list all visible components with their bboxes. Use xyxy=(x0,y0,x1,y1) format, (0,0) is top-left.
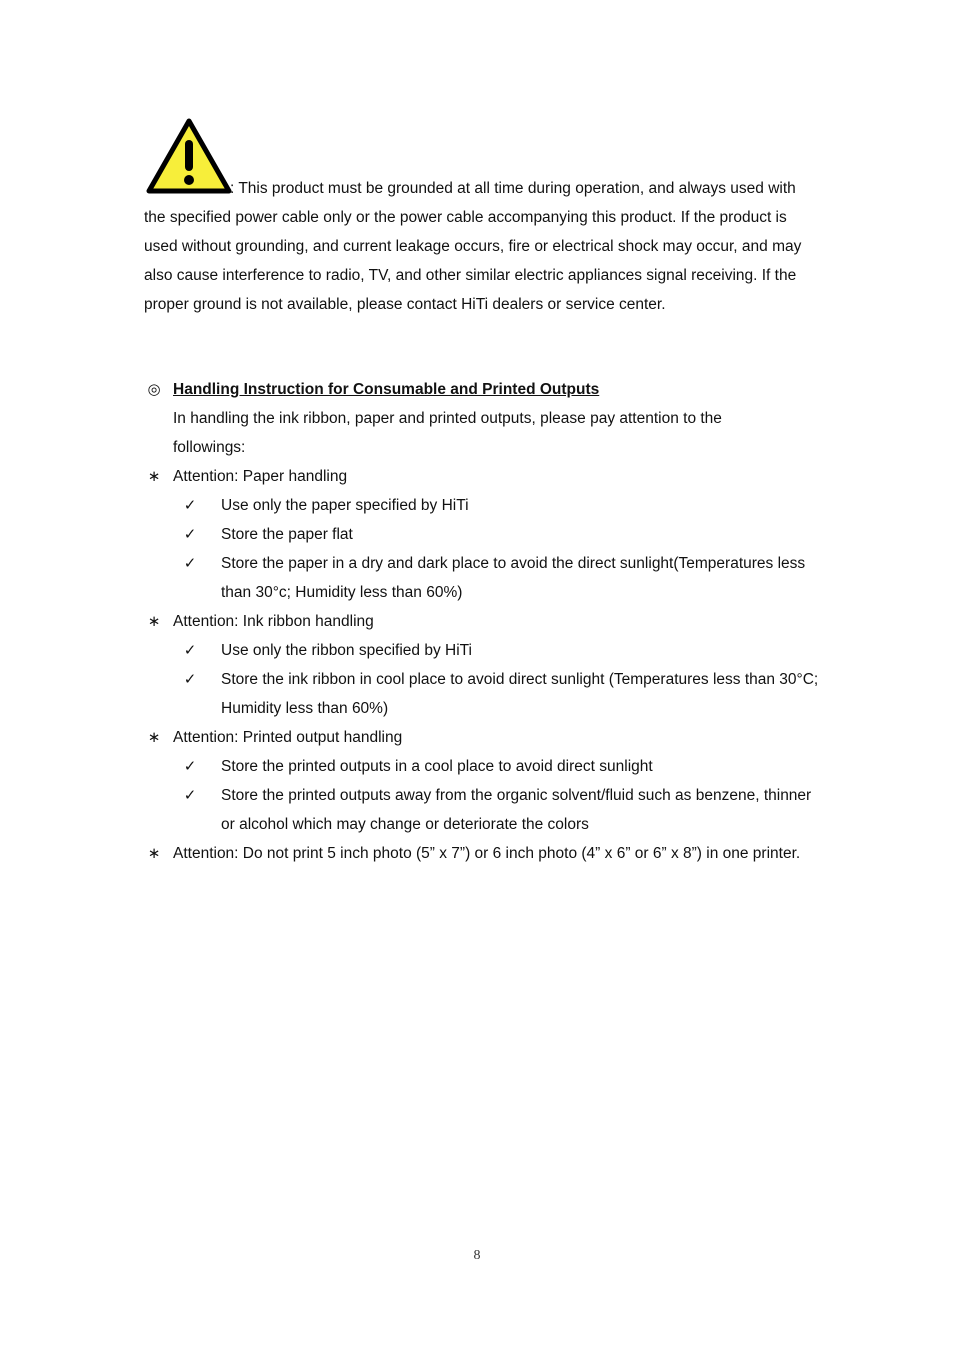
handling-section xyxy=(144,375,824,897)
asterisk-icon: ∗ xyxy=(147,844,161,862)
attention-output-title: ∗ Attention: Printed output handling xyxy=(144,723,824,752)
grounding-warning xyxy=(144,118,814,319)
page-number: 8 xyxy=(473,1248,481,1263)
asterisk-icon: ∗ xyxy=(147,612,161,630)
attention-paper-title: ∗ Attention: Paper handling xyxy=(144,462,824,491)
attention-photo-size: ∗ Attention: Do not print 5 inch photo (5” x 7”) or 6 inch photo (4” x 6” or 6” x 8”) in one printer. xyxy=(144,839,824,897)
intro-line: followings: xyxy=(173,439,246,456)
check-icon: ✓ xyxy=(183,496,197,514)
list-item: ✓ Store the printed outputs away from the organic solvent/fluid such as benzene, thinner or alcohol which may change or deteriorate the colors xyxy=(144,781,824,839)
check-icon: ✓ xyxy=(183,554,197,572)
intro-line: In handling the ink ribbon, paper and printed outputs, please pay attention to the xyxy=(173,410,722,427)
section-title: Handling Instruction for Consumable and Printed Outputs xyxy=(173,381,600,398)
list-item: ✓ Store the ink ribbon in cool place to avoid direct sunlight (Temperatures less than 30°C; Humidity less than 60%) xyxy=(144,665,824,723)
check-icon: ✓ xyxy=(183,525,197,543)
asterisk-icon: ∗ xyxy=(147,467,161,485)
attention-ribbon-title: ∗ Attention: Ink ribbon handling xyxy=(144,607,824,636)
list-item: ✓ Store the printed outputs in a cool place to avoid direct sunlight xyxy=(144,752,824,781)
list-item: ✓ Store the paper in a dry and dark place to avoid the direct sunlight(Temperatures less than 30°c; Humidity less than 60%) xyxy=(144,549,824,607)
check-icon: ✓ xyxy=(183,757,197,775)
list-item: ✓ Use only the paper specified by HiTi xyxy=(144,491,824,520)
section-heading-row xyxy=(144,375,824,404)
list-item: ✓ Store the paper flat xyxy=(144,520,824,549)
asterisk-icon: ∗ xyxy=(147,728,161,746)
section-marker: ◎ xyxy=(147,380,161,398)
warning-text: : This product must be grounded at all time during operation, and always used with the specified power cable only or the power cable accompanying this product. If the product is used without grounding, and current leakage occurs, fire or electrical shock may occur, and may also cause interference to radio, TV, and other similar electric appliances signal receiving. If the proper ground is not available, please contact HiTi dealers or service center. xyxy=(144,180,802,313)
check-icon: ✓ xyxy=(183,670,197,688)
list-item: ✓ Use only the ribbon specified by HiTi xyxy=(144,636,824,665)
check-icon: ✓ xyxy=(183,786,197,804)
warning-triangle-icon xyxy=(146,118,232,194)
check-icon: ✓ xyxy=(183,641,197,659)
